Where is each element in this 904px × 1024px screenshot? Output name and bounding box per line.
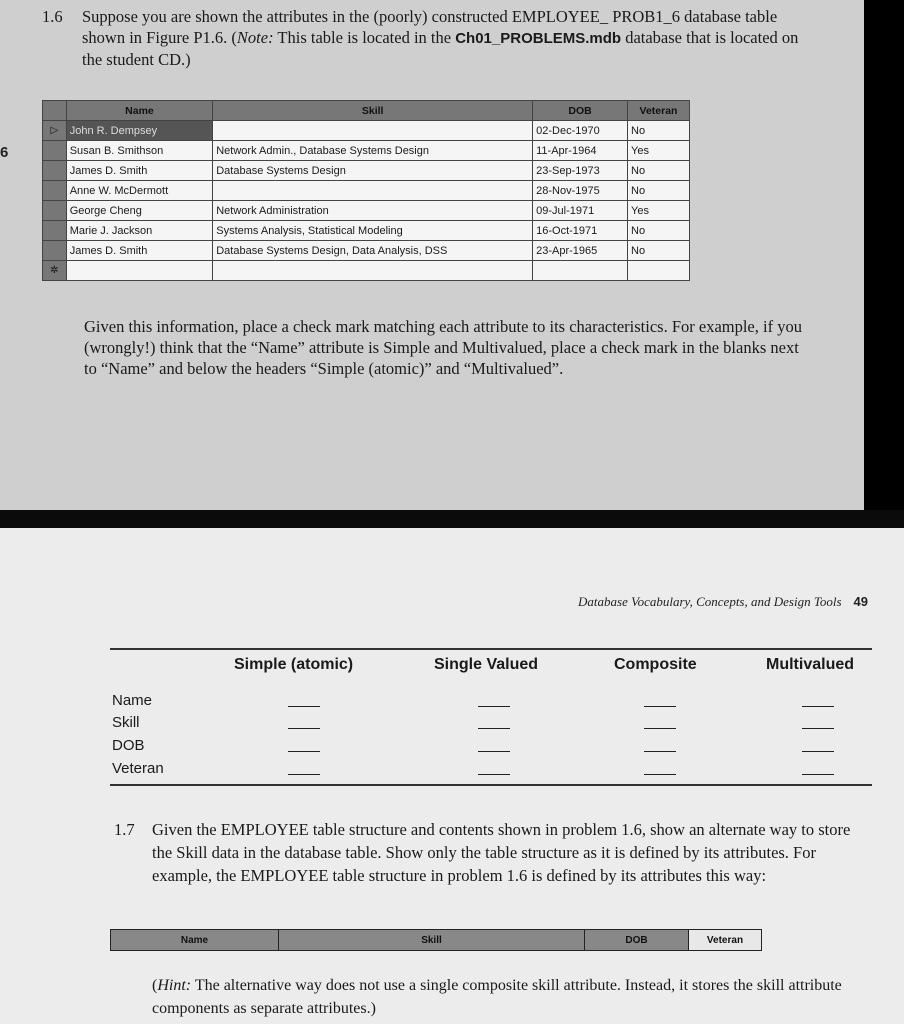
check-blank[interactable]	[288, 751, 320, 752]
cell-name: James D. Smith	[66, 241, 213, 261]
column-header-dob: DOB	[533, 101, 628, 121]
row-selector	[43, 141, 67, 161]
cell-veteran	[628, 261, 690, 281]
row-selector: ▷	[43, 121, 67, 141]
check-blank[interactable]	[644, 774, 676, 775]
cell-dob: 11-Apr-1964	[533, 141, 628, 161]
cell-skill	[213, 261, 533, 281]
cell-name: Marie J. Jackson	[66, 221, 213, 241]
column-header-name: Name	[66, 101, 213, 121]
check-blank[interactable]	[288, 774, 320, 775]
row-selector	[43, 221, 67, 241]
table-row	[43, 201, 690, 221]
cell-skill: Network Admin., Database Systems Design	[213, 141, 533, 161]
check-blank[interactable]	[288, 728, 320, 729]
cell-veteran: No	[628, 181, 690, 201]
cell-veteran: No	[628, 121, 690, 141]
cell-name	[66, 261, 213, 281]
check-blank[interactable]	[478, 728, 510, 729]
header-single-valued: Single Valued	[434, 656, 539, 673]
check-blank[interactable]	[478, 751, 510, 752]
table-row	[43, 181, 690, 201]
table-row-new	[43, 261, 690, 281]
row-selector	[43, 181, 67, 201]
employee-table	[42, 100, 690, 281]
structure-col-dob: DOB	[585, 930, 689, 950]
cell-name: George Cheng	[66, 201, 213, 221]
header-simple: Simple (atomic)	[234, 656, 354, 673]
cell-skill: Systems Analysis, Statistical Modeling	[213, 221, 533, 241]
cell-name: John R. Dempsey	[66, 121, 213, 141]
check-blank[interactable]	[288, 706, 320, 707]
header-composite: Composite	[614, 656, 697, 673]
problem-1-7	[110, 818, 872, 887]
attr-dob: DOB	[112, 737, 145, 754]
cell-dob: 23-Apr-1965	[533, 241, 628, 261]
attr-name: Name	[112, 692, 153, 709]
row-selector	[43, 241, 67, 261]
table-row	[43, 121, 690, 141]
new-record-icon: ✲	[43, 261, 67, 281]
check-blank[interactable]	[802, 751, 834, 752]
problem-number: 1.7	[114, 820, 135, 839]
check-blank[interactable]	[478, 706, 510, 707]
table-row	[43, 141, 690, 161]
structure-col-skill: Skill	[279, 930, 585, 950]
cell-skill	[213, 121, 533, 141]
margin-number: 6	[0, 144, 9, 161]
check-blank[interactable]	[644, 751, 676, 752]
cell-veteran: Yes	[628, 141, 690, 161]
running-head	[578, 594, 868, 610]
header-multivalued: Multivalued	[766, 656, 855, 673]
check-blank[interactable]	[644, 728, 676, 729]
running-head-title: Database Vocabulary, Concepts, and Design Tools	[578, 594, 842, 609]
row-selector	[43, 201, 67, 221]
cell-dob: 16-Oct-1971	[533, 221, 628, 241]
check-blank[interactable]	[644, 706, 676, 707]
cell-skill	[213, 181, 533, 201]
page-divider	[0, 510, 904, 528]
table-row	[43, 241, 690, 261]
problem-text: Given the EMPLOYEE table structure and contents shown in problem 1.6, show an alternate way to store the Skill data in the database table. Show only the table structure as it is defined by its attributes. For example, the EMPLOYEE table structure in problem 1.6 is defined by its attributes this way:	[152, 820, 851, 885]
table-row	[43, 161, 690, 181]
cell-dob: 02-Dec-1970	[533, 121, 628, 141]
attr-veteran: Veteran	[112, 760, 164, 777]
db-filename: Ch01_PROBLEMS.mdb	[455, 30, 622, 47]
check-blank[interactable]	[802, 774, 834, 775]
cell-name: James D. Smith	[66, 161, 213, 181]
table-row	[43, 221, 690, 241]
column-header-skill: Skill	[213, 101, 533, 121]
row-selector	[43, 161, 67, 181]
cell-name: Anne W. McDermott	[66, 181, 213, 201]
cell-dob: 28-Nov-1975	[533, 181, 628, 201]
cell-veteran: No	[628, 161, 690, 181]
page-number: 49	[853, 594, 868, 609]
given-instructions: Given this information, place a check mark matching each attribute to its characteristics. For example, if you (wrongly!) think that the “Name” attribute is Simple and Multivalued, place a check mark in the blanks next to “Name” and below the headers “Simple (atomic)” and “Multivalued”.	[84, 317, 802, 378]
problem-1-6	[42, 6, 822, 70]
cell-veteran: Yes	[628, 201, 690, 221]
check-blank[interactable]	[802, 728, 834, 729]
cell-skill: Database Systems Design, Data Analysis, DSS	[213, 241, 533, 261]
structure-col-name: Name	[111, 930, 279, 950]
table-header-row	[43, 101, 690, 121]
hint-label: Hint:	[157, 977, 192, 994]
problem-number: 1.6	[42, 7, 63, 26]
cell-skill: Network Administration	[213, 201, 533, 221]
column-header-veteran: Veteran	[628, 101, 690, 121]
table-structure-bar	[110, 929, 762, 951]
cell-veteran: No	[628, 241, 690, 261]
structure-col-veteran: Veteran	[689, 930, 761, 950]
cell-dob: 23-Sep-1973	[533, 161, 628, 181]
problem-text: Suppose you are shown the attributes in the (poorly) constructed EMPLOYEE_ PROB1_6 database table shown in Figure P1.6. (Note: This table is located in the Ch01_PROBLEMS.mdb database that is located on the student CD.)	[82, 7, 799, 69]
row-selector-header	[43, 101, 67, 121]
check-blank[interactable]	[802, 706, 834, 707]
attr-skill: Skill	[112, 714, 140, 731]
cell-dob: 09-Jul-1971	[533, 201, 628, 221]
cell-veteran: No	[628, 221, 690, 241]
table-bottom-rule	[110, 784, 872, 786]
check-blank[interactable]	[478, 774, 510, 775]
hint-text: (Hint: The alternative way does not use a single composite skill attribute. Instead, it stores the skill attribute components as separate attributes.)	[152, 977, 842, 1017]
table-top-rule	[110, 648, 872, 650]
cell-dob	[533, 261, 628, 281]
cell-name: Susan B. Smithson	[66, 141, 213, 161]
cell-skill: Database Systems Design	[213, 161, 533, 181]
